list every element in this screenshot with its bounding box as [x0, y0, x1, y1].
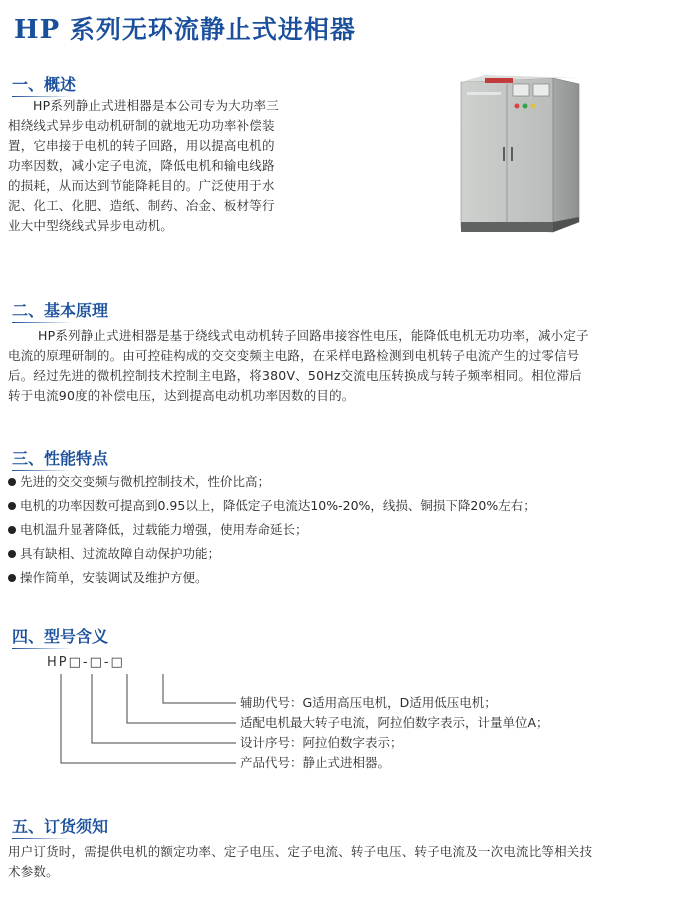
principle-line: 后。经过先进的微机控制技术控制主电路，将380V、50Hz交流电压转换成与转子频率相同。相位滞后: [8, 368, 582, 383]
overview-line: HP系列静止式进相器是本公司专为大功率三: [33, 98, 279, 113]
model-code: HP□-□-□: [47, 655, 125, 670]
model-label-design: 设计序号：阿拉伯数字表示；: [240, 735, 403, 750]
overview-line: 相绕线式异步电动机研制的就地无功功率补偿装: [8, 118, 275, 133]
bullet-icon: [8, 478, 16, 486]
overview-line: 功率因数，减小定子电流，降低电机和输电线路: [8, 158, 275, 173]
bullet-icon: [8, 502, 16, 510]
heading-rule: [12, 322, 72, 323]
title-rest: 系列无环流静止式进相器: [60, 15, 356, 44]
overview-heading: [12, 72, 76, 97]
model-label-aux: 辅助代号：G适用高压电机，D适用低压电机；: [240, 695, 497, 710]
title-prefix: HP: [14, 15, 61, 45]
feature-text: 先进的交交变频与微机控制技术，性价比高；: [20, 474, 271, 489]
list-item: [8, 542, 536, 566]
ordering-heading: [12, 814, 108, 839]
bullet-icon: [8, 574, 16, 582]
features-heading-text: 三、性能特点: [12, 449, 109, 468]
ordering-heading-text: 五、订货须知: [12, 817, 109, 836]
list-item: [8, 518, 536, 542]
cabinet-image: [455, 72, 585, 237]
page-title: [14, 10, 356, 46]
list-item: [8, 470, 536, 494]
bullet-icon: [8, 550, 16, 558]
model-label-current: 适配电机最大转子电流，阿拉伯数字表示，计量单位A；: [240, 715, 549, 730]
heading-rule: [12, 648, 72, 649]
feature-text: 电机的功率因数可提高到0.95以上，降低定子电流达10%-20%，线损、铜损下降20%左右；: [20, 498, 536, 513]
ordering-text: [8, 842, 698, 882]
ordering-line: 用户订货时，需提供电机的额定功率、定子电压、定子电流、转子电压、转子电流及一次电流比等相关技: [8, 844, 593, 859]
principle-line: HP系列静止式进相器是基于绕线式电动机转子回路串接容性电压，能降低电机无功功率，减小定子: [38, 328, 589, 343]
overview-line: 泥、化工、化肥、造纸、制药、冶金、板材等行: [8, 198, 275, 213]
bullet-icon: [8, 526, 16, 534]
heading-rule: [12, 838, 72, 839]
list-item: [8, 494, 536, 518]
connector-line-current: [127, 674, 236, 723]
overview-text: [8, 96, 308, 236]
feature-text: 操作简单，安装调试及维护方便。: [20, 570, 208, 585]
connector-line-product: [61, 674, 236, 763]
model-label-product: 产品代号：静止式进相器。: [240, 755, 391, 770]
list-item: [8, 566, 536, 590]
principle-line: 电流的原理研制的。由可控硅构成的交交变频主电路，在采样电路检测到电机转子电流产生的过零信号: [8, 348, 580, 363]
feature-text: 电机温升显著降低，过载能力增强，使用寿命延长；: [20, 522, 308, 537]
features-list: [8, 470, 536, 590]
overview-heading-text: 一、概述: [12, 75, 77, 94]
principle-text: [8, 326, 698, 406]
principle-heading: [12, 298, 108, 323]
overview-line: 置，它串接于电机的转子回路，用以提高电机的: [8, 138, 275, 153]
connector-line-aux: [163, 674, 236, 703]
feature-text: 具有缺相、过流故障自动保护功能；: [20, 546, 221, 561]
model-heading-text: 四、型号含义: [12, 627, 109, 646]
principle-line: 转于电流90度的补偿电压，达到提高电动机功率因数的目的。: [8, 388, 355, 403]
overview-line: 业大中型绕线式异步电动机。: [8, 218, 174, 233]
features-heading: [12, 446, 108, 471]
overview-line: 的损耗，从而达到节能降耗目的。广泛使用于水: [8, 178, 275, 193]
ordering-line: 术参数。: [8, 864, 59, 879]
connector-line-design: [92, 674, 236, 743]
model-heading: [12, 624, 108, 649]
principle-heading-text: 二、基本原理: [12, 301, 109, 320]
